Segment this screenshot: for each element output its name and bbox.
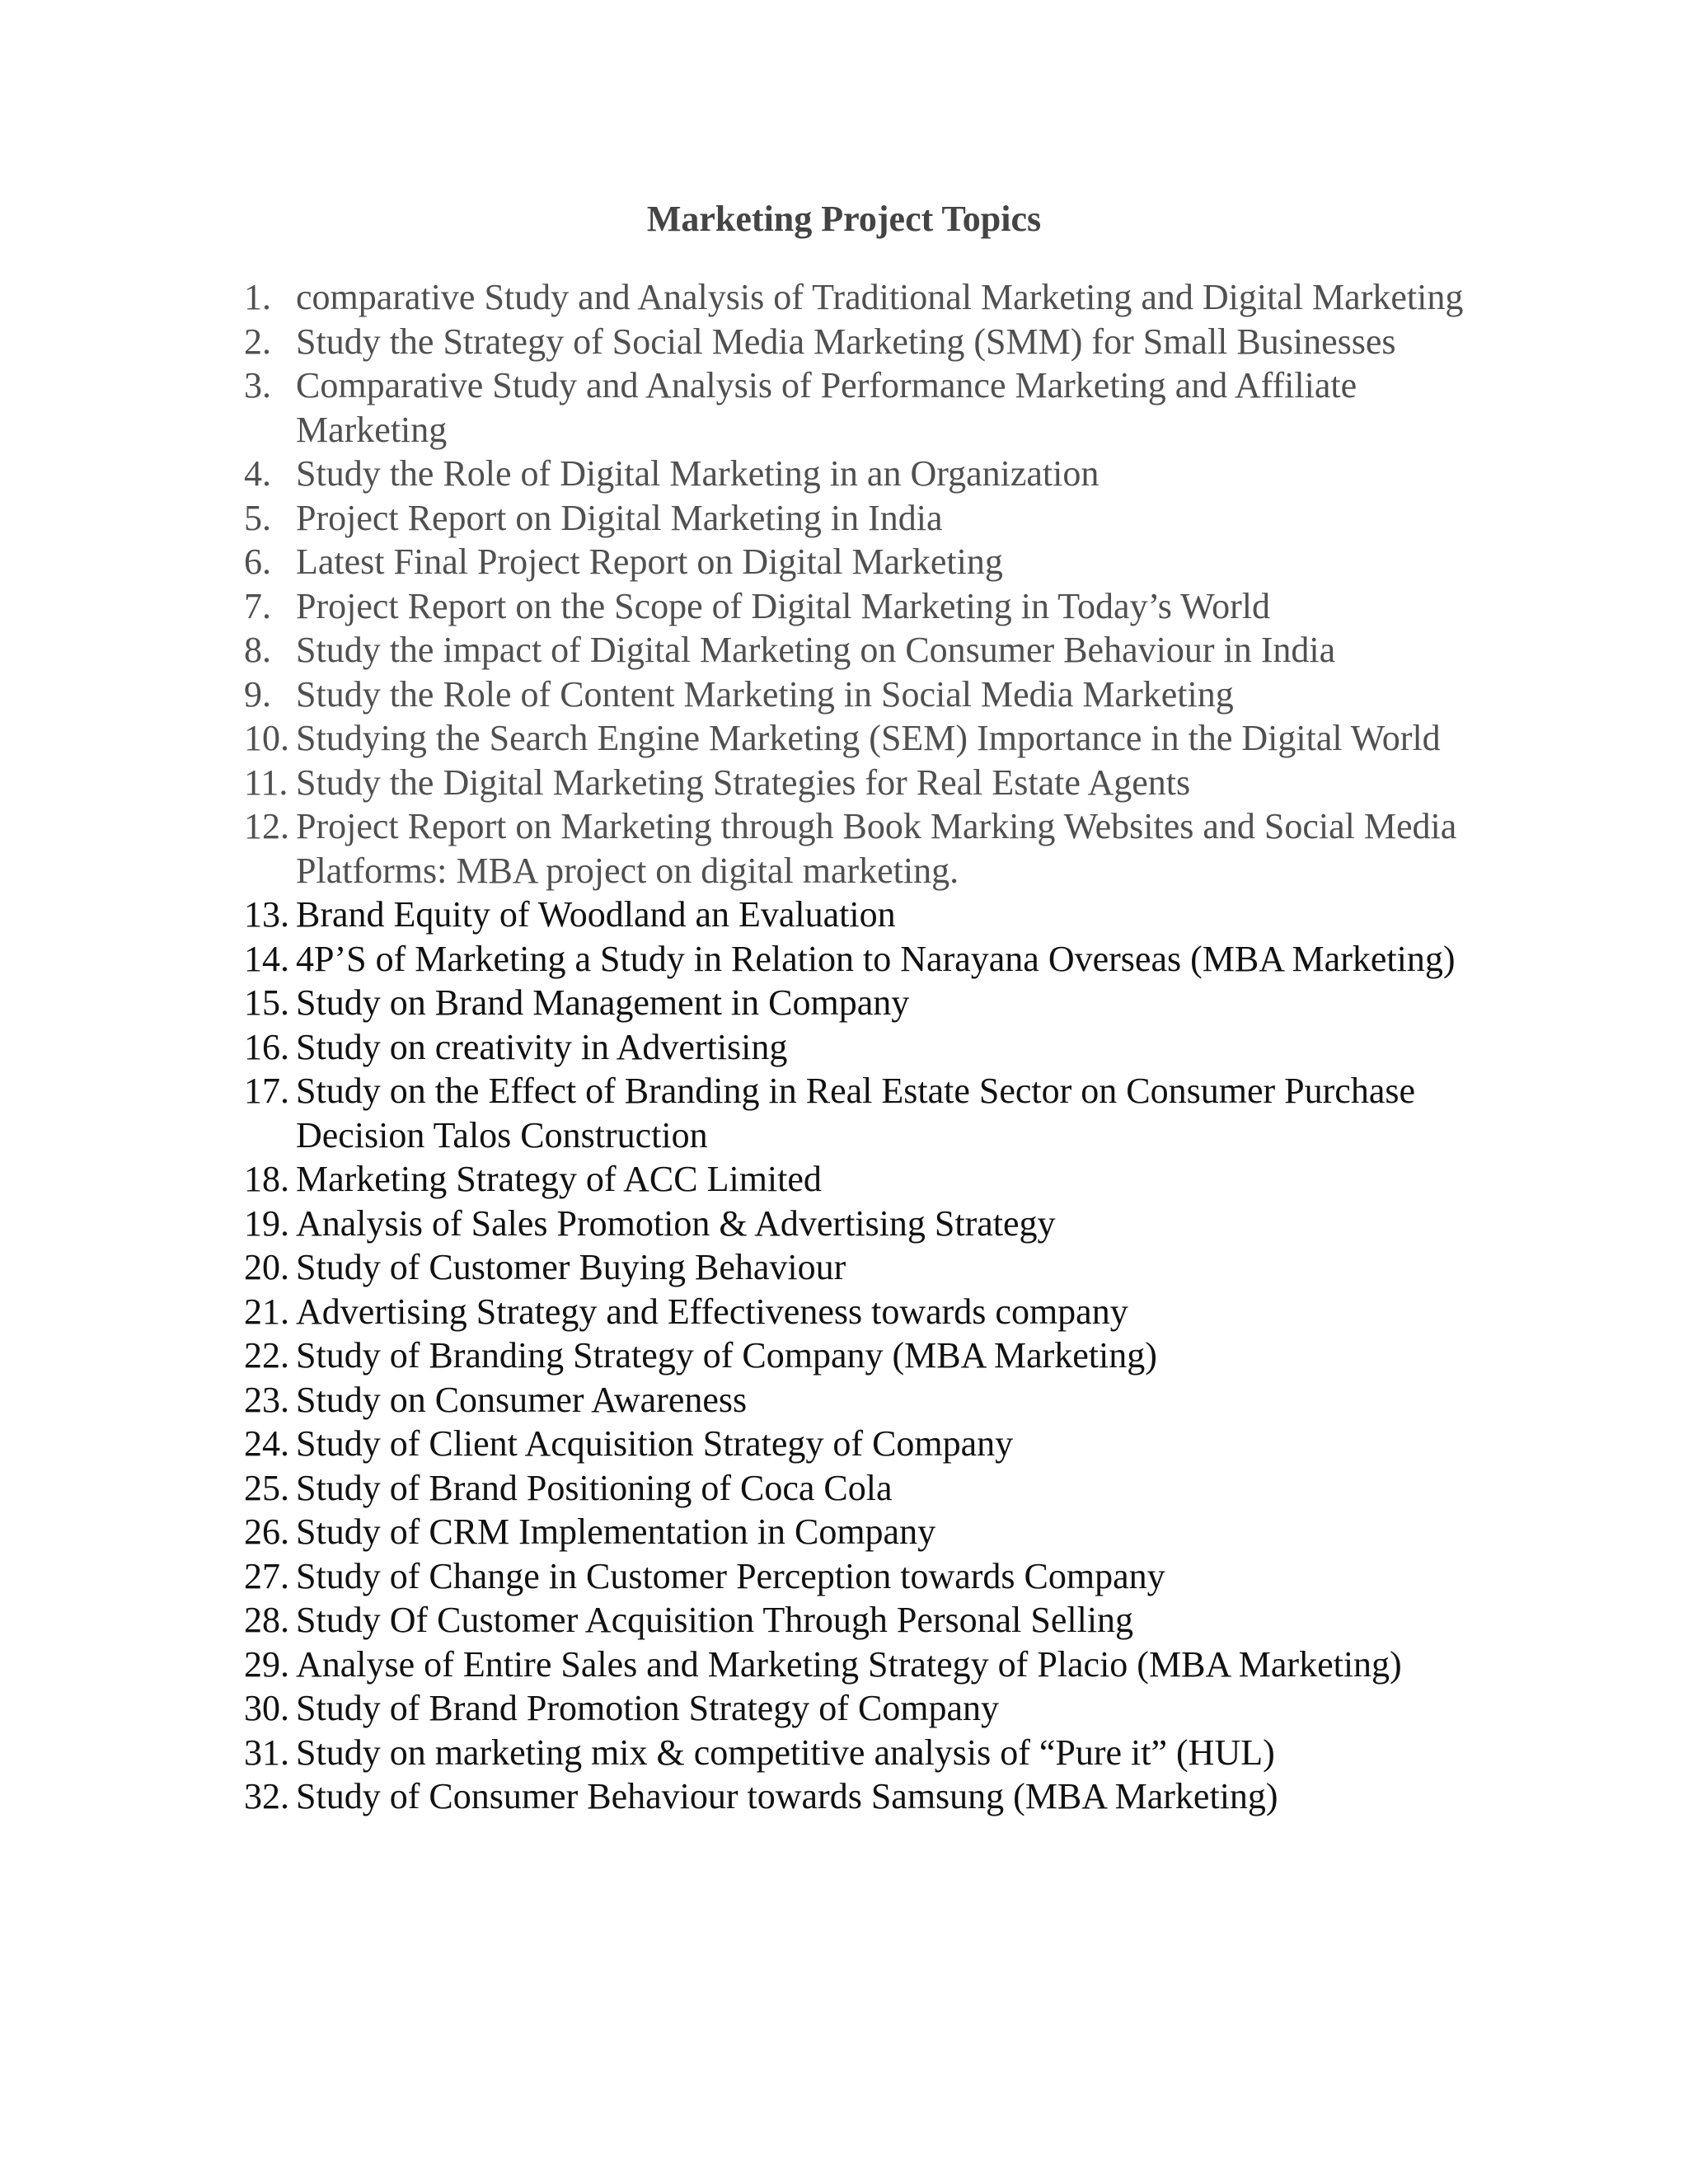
list-item [244, 1333, 1505, 1378]
list-item [244, 275, 1505, 320]
item-number: 10. [244, 718, 289, 758]
list-item [244, 363, 1505, 452]
item-text: Marketing Strategy of ACC Limited [296, 1159, 822, 1199]
list-item [244, 893, 1505, 937]
list-item [244, 1157, 1505, 1202]
topic-list [244, 275, 1505, 1819]
item-number: 7. [244, 585, 271, 626]
list-item [244, 320, 1505, 364]
item-number: 6. [244, 541, 271, 582]
item-text: Project Report on Marketing through Book Marking Websites and Social Media Platforms: MBA project on digital marketing. [296, 806, 1457, 891]
item-number: 8. [244, 630, 271, 670]
item-text: Study the Strategy of Social Media Marketing (SMM) for Small Businesses [296, 321, 1396, 362]
item-text: Brand Equity of Woodland an Evaluation [296, 894, 896, 935]
item-text: Study of CRM Implementation in Company [296, 1511, 936, 1552]
item-text: Study of Client Acquisition Strategy of Company [296, 1423, 1014, 1464]
list-item [244, 584, 1505, 629]
item-text: Studying the Search Engine Marketing (SEM) Importance in the Digital World [296, 718, 1441, 758]
list-item [244, 1731, 1505, 1775]
item-number: 4. [244, 453, 271, 494]
page-title: Marketing Project Topics [646, 199, 1042, 239]
item-text: Study of Consumer Behaviour towards Samsung (MBA Marketing) [296, 1776, 1278, 1816]
item-text: Study Of Customer Acquisition Through Personal Selling [296, 1600, 1134, 1640]
item-text: Analyse of Entire Sales and Marketing Strategy of Placio (MBA Marketing) [296, 1643, 1402, 1685]
item-number: 14. [244, 938, 289, 979]
item-number: 11. [244, 762, 288, 803]
item-text: Study of Change in Customer Perception towards Company [296, 1555, 1165, 1596]
item-number: 23. [244, 1379, 289, 1420]
item-number: 12. [244, 806, 289, 846]
list-item [244, 1554, 1505, 1599]
list-item [244, 716, 1505, 761]
list-item [244, 937, 1505, 982]
item-number: 3. [244, 365, 271, 405]
list-item [244, 804, 1505, 893]
item-number: 28. [244, 1600, 289, 1640]
item-text: Project Report on Digital Marketing in India [296, 497, 943, 538]
item-text: Study on creativity in Advertising [296, 1026, 788, 1067]
list-item [244, 540, 1505, 584]
list-item [244, 1422, 1505, 1466]
list-item [244, 1686, 1505, 1731]
item-text: Study of Brand Positioning of Coca Cola [296, 1467, 893, 1508]
item-number: 16. [244, 1026, 289, 1067]
item-text: Study on Brand Management in Company [296, 982, 910, 1023]
item-number: 13. [244, 894, 289, 935]
item-text: Study on the Effect of Branding in Real Estate Sector on Consumer Purchase Decision Talos Construction [296, 1071, 1416, 1155]
list-item [244, 761, 1505, 805]
item-number: 21. [244, 1291, 289, 1332]
item-text: Study of Brand Promotion Strategy of Company [296, 1688, 1000, 1728]
item-text: Study the impact of Digital Marketing on Consumer Behaviour in India [296, 630, 1336, 670]
item-text: Advertising Strategy and Effectiveness towards company [296, 1291, 1128, 1332]
list-item [244, 1598, 1505, 1643]
item-number: 20. [244, 1247, 289, 1287]
item-number: 19. [244, 1202, 289, 1244]
item-number: 30. [244, 1688, 289, 1728]
item-number: 32. [244, 1776, 289, 1816]
item-number: 18. [244, 1159, 289, 1199]
item-number: 22. [244, 1335, 289, 1376]
list-item [244, 673, 1505, 717]
list-item [244, 1378, 1505, 1422]
item-number: 31. [244, 1732, 289, 1773]
item-text: Study of Customer Buying Behaviour [296, 1247, 846, 1287]
item-text: Comparative Study and Analysis of Performance Marketing and Affiliate Marketing [296, 365, 1357, 450]
item-text: Study the Role of Content Marketing in Social Media Marketing [296, 673, 1234, 715]
item-number: 26. [244, 1511, 289, 1552]
item-number: 1. [244, 277, 271, 317]
list-item [244, 1069, 1505, 1157]
item-text: Study on marketing mix & competitive analysis of “Pure it” (HUL) [296, 1732, 1275, 1773]
item-text: Analysis of Sales Promotion & Advertising Strategy [296, 1202, 1056, 1244]
list-item [244, 452, 1505, 496]
item-number: 29. [244, 1643, 289, 1685]
item-text: comparative Study and Analysis of Traditional Marketing and Digital Marketing [296, 277, 1464, 317]
item-number: 5. [244, 497, 271, 538]
item-text: Study of Branding Strategy of Company (MBA Marketing) [296, 1335, 1157, 1376]
item-number: 24. [244, 1423, 289, 1464]
item-number: 15. [244, 982, 289, 1023]
item-text: Study the Role of Digital Marketing in an Organization [296, 453, 1100, 494]
item-number: 27. [244, 1555, 289, 1596]
item-number: 2. [244, 321, 271, 362]
list-item [244, 628, 1505, 673]
list-item [244, 1774, 1505, 1819]
list-item [244, 496, 1505, 541]
list-item [244, 1290, 1505, 1334]
list-item [244, 1245, 1505, 1290]
item-number: 25. [244, 1467, 289, 1508]
list-item [244, 1643, 1505, 1687]
item-text: Study on Consumer Awareness [296, 1379, 748, 1420]
item-text: 4P’S of Marketing a Study in Relation to Narayana Overseas (MBA Marketing) [296, 938, 1456, 979]
list-item [244, 1466, 1505, 1511]
item-text: Project Report on the Scope of Digital Marketing in Today’s World [296, 585, 1271, 626]
list-item [244, 1025, 1505, 1070]
list-item [244, 981, 1505, 1025]
item-number: 17. [244, 1071, 289, 1111]
item-text: Study the Digital Marketing Strategies for Real Estate Agents [296, 762, 1191, 803]
item-number: 9. [244, 673, 271, 715]
list-item [244, 1202, 1505, 1246]
list-item [244, 1510, 1505, 1554]
item-text: Latest Final Project Report on Digital Marketing [296, 541, 1003, 582]
